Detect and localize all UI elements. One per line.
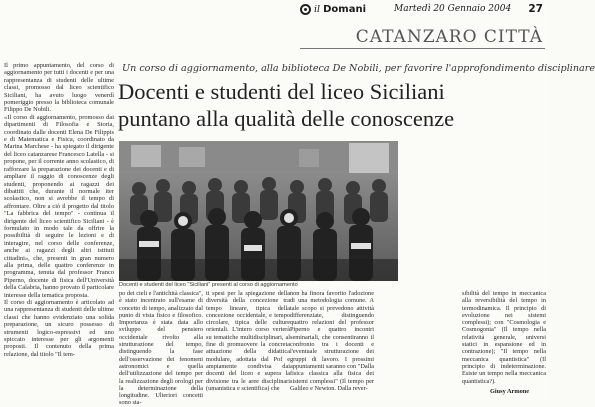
article-column-2: ti spesi per la spiegazione della diversità della concezione tra tempo lineare, tipica della concezione occidentale, e tempo circolare, tipica delle culture orientali. L'intero corso verterà su tematiche multidisciplinari, al fine di promuovere la concreta attuazione della didattica modulare, adottata dal Pof e ampiamente condivisa dai docenti del liceo e supera la divisione tra le aree disciplinari (umanistica e scientifica) che xyxy=(206,290,290,392)
headline-line-2: puntano alla qualità delle conoscenze xyxy=(118,106,455,131)
newspaper-title: Domani xyxy=(323,4,366,15)
article-photo xyxy=(119,141,398,281)
article-column-3: non ha finora favorito l'adozione di una metodologia comune. A tale scopo si prevedono attività differenziate, distinguendo quattro relazioni del professor Piperno e quattro incontri seminariali, che consentiranno il confronto tra i docenti e l'eventuale strutturazione dei gruppi di lavoro. I prossimi appuntamenti saranno con "Dalla fisica classica alla fisica dei sistemi complessi" (Il tempo per Galileo e Newton. Dalla rever- xyxy=(290,290,374,392)
newspaper-name xyxy=(314,4,366,15)
newspaper-prefix: il xyxy=(314,4,321,15)
left-column-paragraph-1: Il primo appuntamento, del corso di aggiornamento per tutti i docenti e per una rappresentanza di studenti delle ultime classi, promosso dal liceo scientifico Siciliani, ha avuto luogo venerdì pomeriggio presso la biblioteca comunale Filippo De Nobili. xyxy=(4,62,114,114)
article-left-column xyxy=(4,62,114,400)
issue-date: Martedì 20 Gennaio 2004 xyxy=(394,4,512,14)
left-column-paragraph-2: «Il corso di aggiornamento, promosso dai dipartimenti di Filosofia e Storia, coordinato dalle docenti Elena De Filippis e di Matematica e Fisica, coordinato da Marina Marchese - ha spiegato il dirigente del liceo catanzarese Francesco Latella - si propone, per il corrente anno scolastico, di rafforzare la preparazione dei docenti e di ampliare il raggio di conoscenze degli studenti, proponendo ai ragazzi dei dibattiti che, durante il normale iter scolastico, non si avrebbe il tempo di affrontare. Oltre a ciò il progetto dal titolo "La fabbrica del tempo" - continua il dirigente del liceo scientifico Siciliani - è formulato in modo tale da offrire la possibilità di seguire le lezioni e di interagire, nel corso delle conferenze, anche ai ragazzi degli altri istituti cittadini», che, presenti in gran numero alla prima, delle quattro conferenze in programma, tenuta dal professor Franco Piperno, docente di fisica dell'Università della Calabria, hanno provato il particolare interesse della tematica proposta. xyxy=(4,113,114,299)
left-column-paragraph-3: Il corso di aggiornamento è articolato ad una rappresentanza di studenti delle ultime classi che hanno evidenziato una solida preparazione, un sicuro possesso di strumenti logico-espressivi ed uno spiccato interesse per gli argomenti proposti. Il contenuto della prima relazione, dal titolo "Il tem- xyxy=(4,299,114,358)
article-kicker: Un corso di aggiornamento, alla biblioteca De Nobili, per favorire l'approfondimento disciplinare xyxy=(122,63,595,74)
newspaper-logo-icon xyxy=(300,4,311,15)
headline-line-1: Docenti e studenti del liceo Siciliani xyxy=(118,79,445,104)
article-byline: Giusy Armone xyxy=(490,388,530,395)
section-divider xyxy=(300,48,545,49)
page-number: 27 xyxy=(528,3,543,15)
section-title: CATANZARO CITTÀ xyxy=(355,27,543,47)
audience-photo-illustration xyxy=(119,141,398,281)
photo-caption: Docenti e studenti del liceo "Siciliani" presenti al corso di aggiornamento xyxy=(119,282,298,288)
masthead xyxy=(300,3,545,19)
article-column-4: sibilità del tempo in meccanica alla reversibilità del tempo in termodinamica. Il principio di evoluzione nei sistemi complessi); con "Cosmologia e Cosmogonia" (Il tempo nella relatività generale, universi statici in espansione ed in contrazione); "Il tempo nella meccanica quantistica" (Il principio di indeterminazione. Esiste un tempo nella meccanica quantistica?). xyxy=(462,290,546,385)
article-headline xyxy=(118,78,546,132)
article-column-1: po dei cieli e l'antichità classica", è stato incentrato sull'esame di concetto di tempo, analizzato dal punto di vista fisico e filosofico. Importanza è stata data allo sviluppo del pensiero occidentale rivolto alla strutturazione del tempo, distinguendo la fase dell'osservazione dei fenomeni astronomici e quella dell'utilizzazione del tempo per la realizzazione degli orologi per la determinazione della longitudine. Ulteriori concetti sono sta- xyxy=(119,290,203,407)
